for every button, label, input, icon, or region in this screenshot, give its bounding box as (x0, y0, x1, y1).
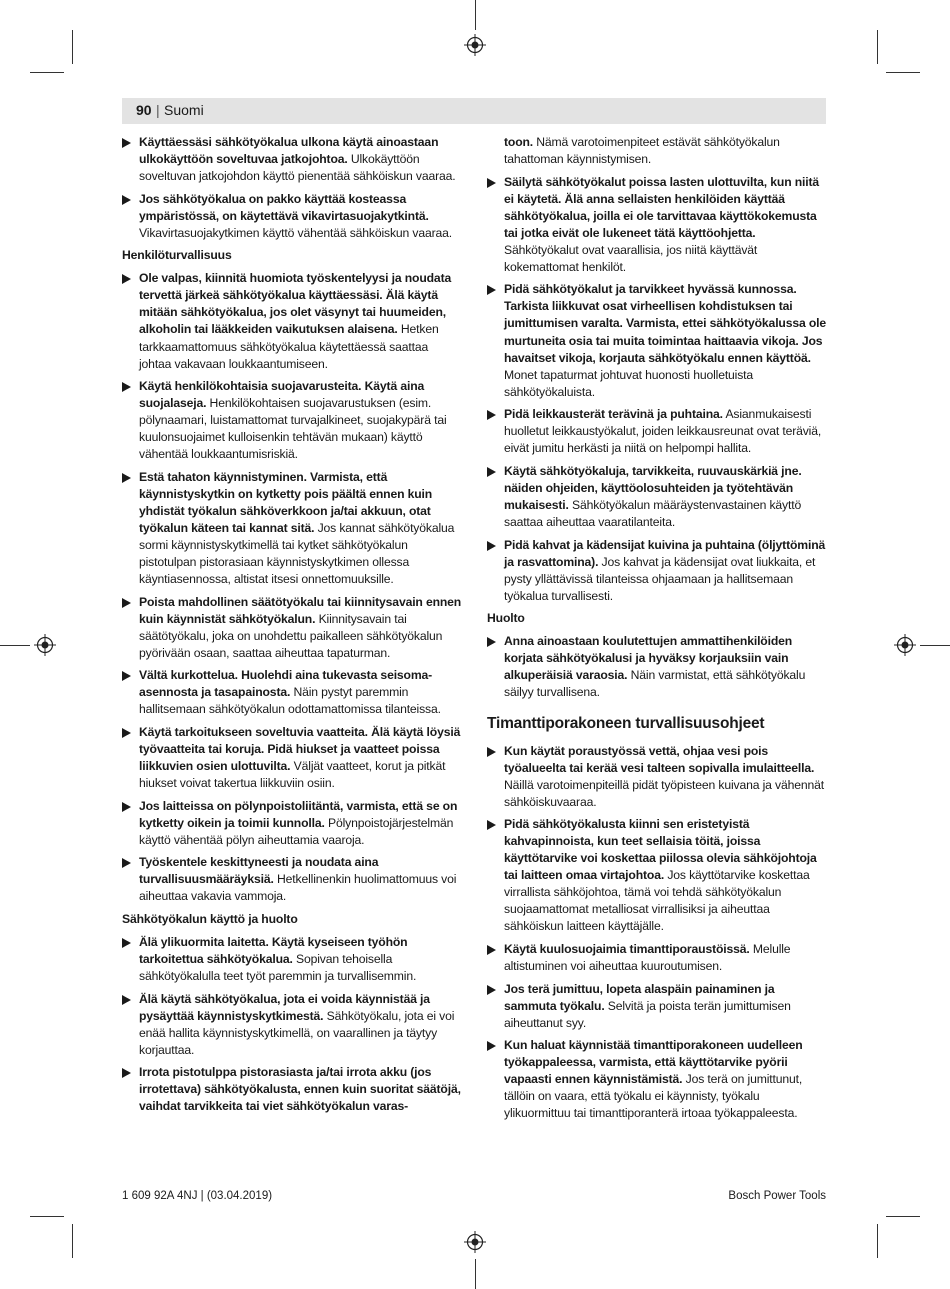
registration-mark-icon (34, 634, 56, 656)
crop-mark (475, 1259, 476, 1289)
list-item-bold-text: Vältä kurkottelua. Huolehdi aina tukevasta seisoma-asennosta ja tasapainosta. (139, 668, 433, 700)
list-item (122, 469, 462, 588)
list-item-bold-text: Älä ylikuormita laitetta. Käytä kyseiseen työhön tarkoitettua sähkötyökalua. (139, 935, 408, 967)
list-item (122, 854, 462, 905)
registration-mark-icon (894, 634, 916, 656)
crop-mark (0, 645, 30, 646)
bullet-arrow-icon (122, 802, 131, 812)
crop-mark (475, 0, 476, 30)
crop-mark (72, 30, 73, 64)
list-item-text: Jos kannat sähkötyökalua sormi käynnistyskytkimellä tai kytket sähkötyökalun pistotulpan pistorasiaan käynnistyskytkimen ollessa käyntiasennossa, altistat itsesi onnettomuuksille. (139, 520, 455, 587)
list-item-text: Nämä varotoimenpiteet estävät sähkötyökalun tahattoman käynnistymisen. (504, 135, 780, 167)
bullet-arrow-icon (122, 938, 131, 948)
registration-mark-icon (464, 34, 486, 56)
list-item (487, 981, 827, 1032)
list-item-bold-text: Käytä sähkötyökaluja, tarvikkeita, ruuvauskärkiä jne. näiden ohjeiden, käyttöolosuhteiden ja työtehtävän mukaisesti. (504, 463, 802, 512)
list-item-bold-text: Ole valpas, kiinnitä huomiota työskentelyysi ja noudata tervettä järkeä sähkötyökalua käyttäessäsi. Älä käytä mitään sähkötyökalua, jos olet väsynyt tai huumeiden, alkoholin tai lääkkeiden vaikutuksen alaisena. (139, 271, 452, 337)
list-item-text: Näillä varotoimenpiteillä pidät työpisteen kuivana ja vähennät sähköiskuvaaraa. (504, 777, 824, 809)
list-item-text: Sähkötyökalun määräystenvastainen käyttö saattaa aiheuttaa vaaratilanteita. (504, 497, 802, 529)
bullet-arrow-icon (487, 541, 496, 551)
list-item (487, 537, 827, 605)
list-item-text: Hetken tarkkaamattomuus sähkötyökalua käytettäessä saattaa johtaa vakavaan loukkaantumiseen. (139, 322, 439, 371)
bullet-arrow-icon (122, 858, 131, 868)
list-item (487, 463, 827, 531)
list-item-bold-text: Poista mahdollinen säätötyökalu tai kiinnitysavain ennen kuin käynnistät sähkötyökalun. (139, 594, 462, 626)
crop-mark (877, 30, 878, 64)
bullet-arrow-icon (122, 138, 131, 148)
crop-mark (30, 1216, 64, 1217)
list-item (487, 941, 827, 975)
subsection-heading: Sähkötyökalun käyttö ja huolto (122, 911, 298, 926)
list-item-text: Väljät vaatteet, korut ja pitkät hiukset voivat takertua liikkuviin osiin. (139, 759, 446, 791)
list-item (487, 633, 827, 701)
list-item (122, 594, 462, 662)
crop-mark (886, 1216, 920, 1217)
list-item-bold-text: Jos laitteissa on pölynpoistoliitäntä, varmista, että se on kytketty oikein ja toimii kunnolla. (139, 798, 458, 830)
header-separator: | (156, 102, 160, 118)
list-item-bold-text: Käytä kuulosuojaimia timanttiporaustöissä. (504, 942, 750, 957)
bullet-arrow-icon (122, 728, 131, 738)
list-item-text: Hetkellinenkin huolimattomuus voi aiheuttaa vakavia vammoja. (139, 872, 457, 904)
bullet-arrow-icon (487, 637, 496, 647)
bullet-arrow-icon (122, 598, 131, 608)
registration-mark-icon (464, 1231, 486, 1253)
list-item-bold-text: Pidä leikkausterät terävinä ja puhtaina. (504, 407, 723, 422)
bullet-arrow-icon (122, 1068, 131, 1078)
list-item-bold-text: Käytä tarkoitukseen soveltuvia vaatteita. Älä käytä löysiä työvaatteita tai koruja. Pidä hiukset ja vaatteet poissa liikkuvien osien ulottuvilta. (139, 725, 461, 774)
list-item-text: Asianmukaisesti huolletut leikkaustyökalut, joiden leikkausreunat ovat teräviä, eivät jumitu herkästi ja niitä on helpompi hallita. (504, 407, 822, 456)
list-item-text: Vikavirtasuojakytkimen käyttö vähentää sähköiskun vaaraa. (139, 225, 453, 240)
bullet-arrow-icon (487, 820, 496, 830)
subsection-heading: Huolto (487, 611, 525, 626)
bullet-arrow-icon (122, 195, 131, 205)
crop-mark (877, 1224, 878, 1258)
list-item-bold-text: Pidä kahvat ja kädensijat kuivina ja puhtaina (öljyttöminä ja rasvattomina). (504, 537, 826, 569)
list-item-text: Kiinnitysavain tai säätötyökalu, joka on unohdettu paikalleen sähkötyökalun pyörivään osaan, saattaa aiheuttaa tapaturman. (139, 611, 443, 660)
list-item-text: Sähkötyökalu, jota ei voi enää hallita käynnistyskytkimellä, on vaarallinen ja täytyy korjauttaa. (139, 1008, 455, 1057)
footer-doc-id: 1 609 92A 4NJ | (03.04.2019) (122, 1190, 273, 1202)
list-item (122, 270, 462, 372)
section-title: Timanttiporakoneen turvallisuusohjeet (487, 715, 765, 733)
list-item (487, 816, 827, 935)
list-item-bold-text: Kun haluat käynnistää timanttiporakoneen uudelleen työkappaleessa, varmista, että käyttötarvike pyörii vapaasti ennen käynnistämistä. (504, 1038, 803, 1087)
crop-mark (72, 1224, 73, 1258)
list-item-bold-text: Jos terä jumittuu, lopeta alaspäin painaminen ja sammuta työkalu. (504, 981, 775, 1013)
list-item-bold-text: Käytä henkilökohtaisia suojavarusteita. Käytä aina suojalaseja. (139, 379, 425, 411)
list-item (122, 798, 462, 849)
crop-mark (886, 72, 920, 73)
list-item-text: Ulkokäyttöön soveltuvan jatkojohdon käyttö pienentää sähköiskun vaaraa. (139, 152, 456, 184)
list-item (122, 134, 462, 185)
list-item (487, 174, 827, 276)
list-item-bold-text: toon. (504, 135, 534, 149)
list-item-text: Jos kahvat ja kädensijat ovat liukkaita, et pysty yllättävissä tilanteissa ohjaamaan ja hallitsemaan työkalua turvallisesti. (504, 554, 816, 603)
list-item-bold-text: Käyttäessäsi sähkötyökalua ulkona käytä ainoastaan ulkokäyttöön soveltuvaa jatkojohtoa. (139, 135, 439, 167)
list-item (122, 934, 462, 985)
page-header (122, 98, 826, 124)
list-item (487, 1037, 827, 1122)
bullet-arrow-icon (122, 382, 131, 392)
bullet-arrow-icon (487, 1041, 496, 1051)
bullet-arrow-icon (122, 473, 131, 483)
list-item (487, 281, 827, 400)
list-item (122, 191, 462, 242)
list-item-bold-text: Kun käytät poraustyössä vettä, ohjaa vesi pois työalueelta tai kerää vesi talteen sopivalla imulaitteella. (504, 743, 815, 775)
list-item-text: Selvitä ja poista terän jumittumisen aiheuttanut syy. (504, 998, 791, 1030)
list-item (122, 667, 462, 718)
bullet-arrow-icon (487, 410, 496, 420)
list-item (487, 134, 827, 168)
crop-mark (30, 72, 64, 73)
bullet-arrow-icon (122, 995, 131, 1005)
list-item-text: Näin varmistat, että sähkötyökalu säilyy turvallisena. (504, 668, 806, 700)
list-item-text: Jos terä on jumittunut, tällöin on vaara, että työkalu ei käynnisty, työkalu ylikuormittuu tai timanttiporanterä irtoaa työkappaleesta. (504, 1072, 803, 1121)
list-item (487, 743, 827, 811)
list-item-text: Melulle altistuminen voi aiheuttaa kuuroutumisen. (504, 942, 791, 974)
list-item (122, 378, 462, 463)
list-item (122, 1064, 462, 1115)
list-item-text: Pölynpoistojärjestelmän käyttö vähentää pölyn aiheuttamia vaaroja. (139, 815, 454, 847)
list-item-text: Monet tapaturmat johtuvat huonosti huolletuista sähkötyökaluista. (504, 367, 754, 399)
right-column (487, 134, 827, 1128)
list-item-text: Sähkötyökalut ovat vaarallisia, jos niitä käyttävät kokemattomat henkilöt. (504, 242, 758, 274)
footer-brand: Bosch Power Tools (728, 1190, 826, 1202)
bullet-arrow-icon (487, 747, 496, 757)
header-language: Suomi (164, 102, 204, 118)
crop-mark (920, 645, 950, 646)
list-item (122, 724, 462, 792)
page-number: 90 (136, 102, 152, 118)
list-item-bold-text: Irrota pistotulppa pistorasiasta ja/tai irrota akku (jos irrotettava) sähkötyökalusta, ennen kuin suoritat säätöjä, vaihdat tarvikkeita tai viet sähkötyökalun varas- (139, 1065, 461, 1114)
list-item-text: Henkilökohtaisen suojavarustuksen (esim. pölynaamari, luistamattomat turvajalkineet, suojakypärä tai kuulonsuojaimet kulloisenkin tehtävän mukaan) käyttö vähentää loukkaantumisriskiä. (139, 396, 447, 462)
list-item-text: Näin pystyt paremmin hallitsemaan sähkötyökalun odottamattomissa tilanteissa. (139, 685, 441, 717)
bullet-arrow-icon (487, 285, 496, 295)
subsection-heading: Henkilöturvallisuus (122, 248, 232, 263)
bullet-arrow-icon (487, 178, 496, 188)
list-item-text: Jos käyttötarvike koskettaa virrallista sähköjohtoa, tämä voi tehdä sähkötyökalun suojaamattomat metalliosat virrallisiksi ja aiheuttaa sähköiskun laitteen käyttäjälle. (504, 868, 810, 934)
list-item-bold-text: Pidä sähkötyökalusta kiinni sen eristetyistä kahvapinnoista, kun teet sellaisia töitä, joissa käyttötarvike voi koskettaa piilossa olevia sähköjohtoja tai laitteen omaa virtajohtoa. (504, 817, 817, 883)
list-item-text: Sopivan tehoisella sähkötyökalulla teet työt paremmin ja turvallisemmin. (139, 952, 417, 984)
bullet-arrow-icon (122, 274, 131, 284)
list-item-bold-text: Anna ainoastaan koulutettujen ammattihenkilöiden korjata sähkötyökalusi ja hyväksy korjauksiin vain alkuperäisiä varaosia. (504, 634, 793, 683)
list-item-bold-text: Säilytä sähkötyökalut poissa lasten ulottuvilta, kun niitä ei käytetä. Älä anna sellaisten henkilöiden käyttää sähkötyökalua, joilla ei ole tarvittavaa käyttökokemusta tai jotka eivät ole lukeneet tätä käyttöohjetta. (504, 174, 820, 240)
bullet-arrow-icon (122, 671, 131, 681)
list-item-bold-text: Älä käytä sähkötyökalua, jota ei voida käynnistää ja pysäyttää käynnistyskytkimestä. (139, 991, 430, 1023)
list-item-bold-text: Pidä sähkötyökalut ja tarvikkeet hyvässä kunnossa. Tarkista liikkuvat osat virheellisen kohdistuksen tai jumittumisen varalta. Varmista, ettei sähkötyökalussa ole murtuneita osia tai muita toimintaa haittaavia vikoja. Jos havaitset vikoja, korjauta sähkötyökalu ennen käyttöä. (504, 282, 826, 365)
bullet-arrow-icon (487, 467, 496, 477)
left-column (122, 134, 462, 1121)
bullet-arrow-icon (487, 985, 496, 995)
list-item-bold-text: Estä tahaton käynnistyminen. Varmista, että käynnistyskytkin on kytketty pois päältä ennen kuin yhdistät työkalun sähköverkkoon ja/tai akkuun, otat työkalun käteen tai kannat sitä. (139, 469, 433, 535)
list-item-bold-text: Työskentele keskittyneesti ja noudata aina turvallisuusmääräyksiä. (139, 855, 379, 887)
list-item (487, 406, 827, 457)
list-item-bold-text: Jos sähkötyökalua on pakko käyttää kosteassa ympäristössä, on käytettävä vikavirtasuojakytkintä. (139, 191, 429, 223)
list-item (122, 991, 462, 1059)
bullet-arrow-icon (487, 945, 496, 955)
